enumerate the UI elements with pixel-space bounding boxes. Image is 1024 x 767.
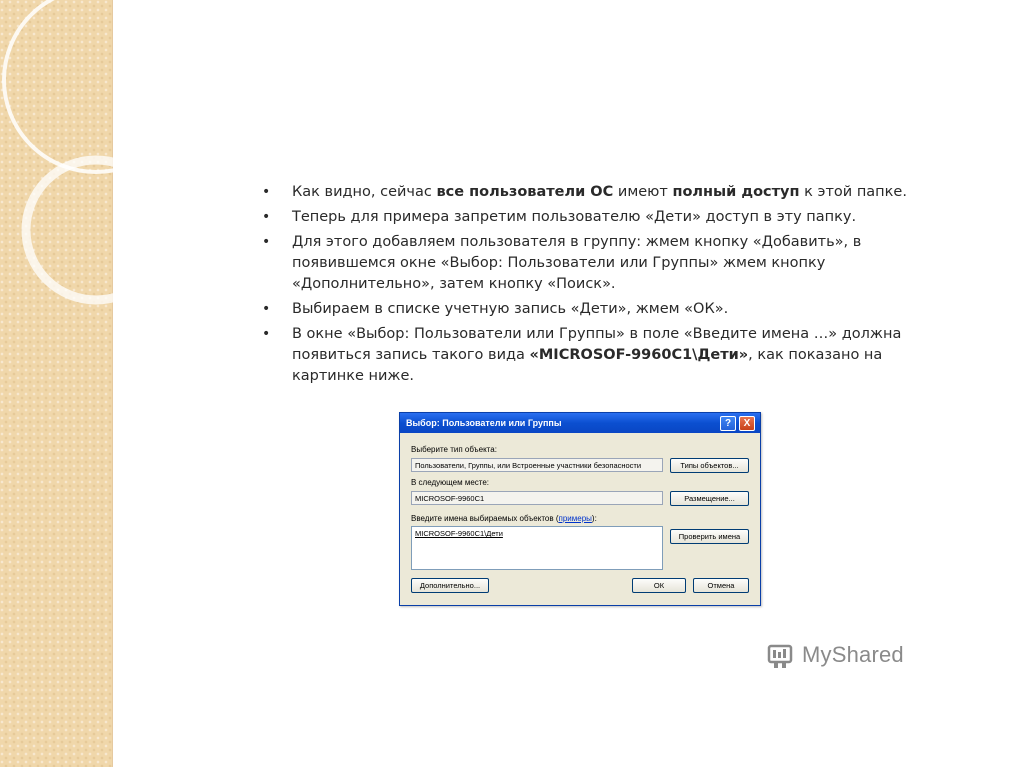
text-run: , как показано на картинке ниже.	[292, 347, 883, 384]
location-label: В следующем месте:	[411, 478, 490, 487]
text-run: имеют	[613, 184, 673, 200]
dialog-title: Выбор: Пользователи или Группы	[406, 418, 562, 428]
names-label	[411, 514, 597, 523]
names-input[interactable]	[411, 526, 663, 570]
text-run: Как видно, сейчас	[292, 184, 437, 200]
examples-link[interactable]: примеры	[558, 514, 592, 523]
bold-text: полный доступ	[672, 184, 800, 200]
advanced-button[interactable]: Дополнительно...	[411, 578, 489, 593]
object-type-label: Выберите тип объекта:	[411, 445, 497, 454]
object-type-field: Пользователи, Группы, или Встроенные участники безопасности	[411, 458, 663, 472]
check-names-button[interactable]: Проверить имена	[670, 529, 749, 544]
names-label-prefix: Введите имена выбираемых объектов (	[411, 514, 559, 523]
names-entry: MICROSOF-9960C1\Дети	[415, 529, 503, 538]
dialog-titlebar[interactable]	[400, 413, 760, 433]
text-run: Для этого добавляем пользователя в группу: жмем кнопку «Добавить», в появившемся окне «Выбор: Пользователи или Группы» жмем кнопку «Дополнительно», затем кнопку «Поиск».	[292, 234, 862, 292]
help-icon[interactable]: ?	[720, 416, 736, 431]
bullet-item	[262, 299, 922, 320]
text-run: Выбираем в списке учетную запись «Дети», жмем «ОК».	[292, 301, 729, 317]
decorative-circles	[0, 0, 200, 767]
text-run: к этой папке.	[799, 184, 907, 200]
close-icon[interactable]: X	[739, 416, 755, 431]
cancel-button[interactable]: Отмена	[693, 578, 749, 593]
bullet-item	[262, 207, 922, 228]
select-users-dialog	[399, 412, 761, 606]
ok-button[interactable]: ОК	[632, 578, 686, 593]
text-run: Теперь для примера запретим пользователю «Дети» доступ в эту папку.	[292, 209, 857, 225]
locations-button[interactable]: Размещение...	[670, 491, 749, 506]
bullet-list	[262, 182, 922, 391]
object-types-button[interactable]: Типы объектов...	[670, 458, 749, 473]
watermark-text: MyShared	[802, 642, 904, 667]
names-label-suffix: ):	[591, 514, 597, 523]
bold-text: «MICROSOF-9960C1\Дети»	[529, 347, 749, 363]
myshared-logo-icon	[766, 640, 796, 670]
bullet-item	[262, 182, 922, 203]
bold-text: все пользователи ОС	[436, 184, 614, 200]
mushared-watermark	[766, 640, 904, 670]
location-field: MICROSOF-9960C1	[411, 491, 663, 505]
text-run: В окне «Выбор: Пользователи или Группы» в поле «Введите имена …» должна появиться запись такого вида	[292, 326, 902, 363]
bullet-item	[262, 232, 922, 295]
bullet-item	[262, 324, 922, 387]
